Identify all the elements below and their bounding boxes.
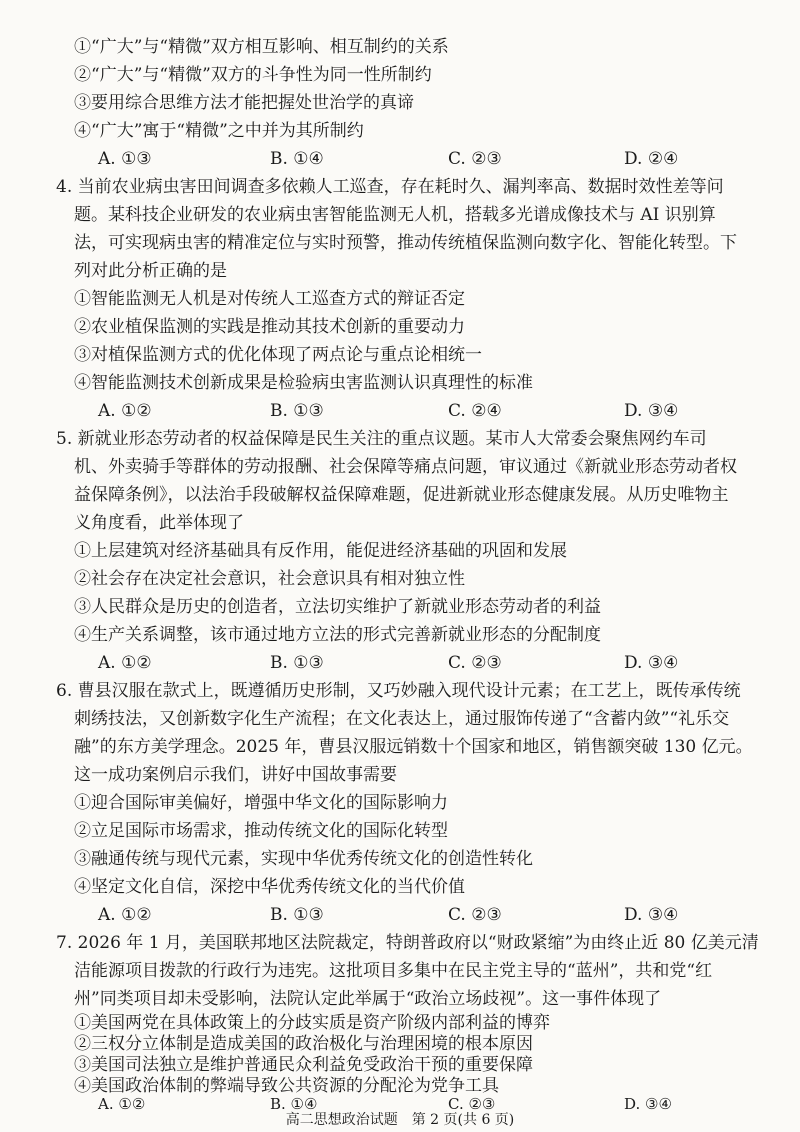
- q6-stem-line-4: 这一成功案例启示我们，讲好中国故事需要: [74, 765, 397, 785]
- q5-stem-line-4: 义角度看，此举体现了: [74, 513, 244, 533]
- q6-option-2: ②立足国际市场需求，推动传统文化的国际化转型: [74, 821, 448, 841]
- q5-stem-line-1: 5. 新就业形态劳动者的权益保障是民生关注的重点议题。某市人大常委会聚焦网约车司: [56, 429, 707, 449]
- q7-option-1: ①美国两党在具体政策上的分歧实质是资产阶级内部利益的博弈: [74, 1013, 550, 1033]
- q3-answer-b: B. ①④: [270, 149, 324, 169]
- q4-stem-line-4: 列对此分析正确的是: [74, 261, 227, 281]
- q3-option-3: ③要用综合思维方法才能把握处世治学的真谛: [74, 93, 414, 113]
- q6-option-3: ③融通传统与现代元素，实现中华优秀传统文化的创造性转化: [74, 849, 533, 869]
- q6-stem-line-2: 刺绣技法，又创新数字化生产流程；在文化表达上，通过服饰传递了“含蓄内敛”“礼乐交: [74, 709, 730, 729]
- q4-option-3: ③对植保监测方式的优化体现了两点论与重点论相统一: [74, 345, 482, 365]
- q6-answer-a: A. ①②: [98, 905, 152, 925]
- q4-option-2: ②农业植保监测的实践是推动其技术创新的重要动力: [74, 317, 465, 337]
- q5-option-2: ②社会存在决定社会意识，社会意识具有相对独立性: [74, 569, 465, 589]
- q4-answer-b: B. ①③: [270, 401, 324, 421]
- q6-option-4: ④坚定文化自信，深挖中华优秀传统文化的当代价值: [74, 877, 465, 897]
- q7-option-2: ②三权分立体制是造成美国的政治极化与治理困境的根本原因: [74, 1034, 533, 1054]
- q5-option-4: ④生产关系调整，该市通过地方立法的形式完善新就业形态的分配制度: [74, 625, 601, 645]
- page-footer: 高二思想政治试题 第 2 页(共 6 页): [285, 1112, 515, 1128]
- q5-answer-d: D. ③④: [624, 653, 679, 673]
- q4-answer-a: A. ①②: [98, 401, 152, 421]
- q7-option-3: ③美国司法独立是维护普通民众利益免受政治干预的重要保障: [74, 1055, 533, 1075]
- q6-answer-b: B. ①③: [270, 905, 324, 925]
- q3-answer-a: A. ①③: [98, 149, 152, 169]
- q6-stem-line-1: 6. 曹县汉服在款式上，既遵循历史形制，又巧妙融入现代设计元素；在工艺上，既传承传统: [56, 681, 741, 701]
- q7-answer-d: D. ③④: [624, 1095, 672, 1113]
- q5-option-3: ③人民群众是历史的创造者，立法切实维护了新就业形态劳动者的利益: [74, 597, 601, 617]
- q4-stem-line-1: 4. 当前农业病虫害田间调查多依赖人工巡查，存在耗时久、漏判率高、数据时效性差等问: [56, 177, 724, 197]
- q7-option-4: ④美国政治体制的弊端导致公共资源的分配沦为党争工具: [74, 1076, 499, 1096]
- q5-stem-line-2: 机、外卖骑手等群体的劳动报酬、社会保障等痛点问题，审议通过《新就业形态劳动者权: [74, 457, 737, 477]
- q7-stem-line-2: 洁能源项目拨款的行政行为违宪。这批项目多集中在民主党主导的“蓝州”，共和党“红: [74, 961, 713, 981]
- q3-answer-c: C. ②③: [448, 149, 502, 169]
- q6-option-1: ①迎合国际审美偏好，增强中华文化的国际影响力: [74, 793, 448, 813]
- q7-stem-line-3: 州”同类项目却未受影响，法院认定此举属于“政治立场歧视”。这一事件体现了: [74, 989, 662, 1009]
- q6-stem-line-3: 融”的东方美学理念。2025 年，曹县汉服远销数十个国家和地区，销售额突破 130 亿元。: [74, 737, 753, 757]
- q3-option-2: ②“广大”与“精微”双方的斗争性为同一性所制约: [74, 65, 432, 85]
- q4-answer-d: D. ③④: [624, 401, 679, 421]
- q5-answer-b: B. ①③: [270, 653, 324, 673]
- q4-stem-line-3: 法，可实现病虫害的精准定位与实时预警，推动传统植保监测向数字化、智能化转型。下: [74, 233, 737, 253]
- q7-answer-b: B. ①④: [270, 1095, 318, 1113]
- q3-option-1: ①“广大”与“精微”双方相互影响、相互制约的关系: [74, 37, 449, 57]
- q6-answer-d: D. ③④: [624, 905, 679, 925]
- q7-answer-c: C. ②③: [448, 1095, 496, 1113]
- q3-answer-d: D. ②④: [624, 149, 679, 169]
- q5-stem-line-3: 益保障条例》，以法治手段破解权益保障难题，促进新就业形态健康发展。从历史唯物主: [74, 485, 729, 505]
- q7-answer-a: A. ①②: [98, 1095, 146, 1113]
- q5-answer-a: A. ①②: [98, 653, 152, 673]
- q4-option-1: ①智能监测无人机是对传统人工巡查方式的辩证否定: [74, 289, 465, 309]
- q4-stem-line-2: 题。某科技企业研发的农业病虫害智能监测无人机，搭载多光谱成像技术与 AI 识别算: [74, 205, 716, 225]
- q5-answer-c: C. ②③: [448, 653, 502, 673]
- q6-answer-c: C. ②③: [448, 905, 502, 925]
- q5-option-1: ①上层建筑对经济基础具有反作用，能促进经济基础的巩固和发展: [74, 541, 567, 561]
- q4-option-4: ④智能监测技术创新成果是检验病虫害监测认识真理性的标准: [74, 373, 533, 393]
- q7-stem-line-1: 7. 2026 年 1 月，美国联邦地区法院裁定，特朗普政府以“财政紧缩”为由终止近 80 亿美元清: [56, 933, 759, 953]
- q3-option-4: ④“广大”寓于“精微”之中并为其所制约: [74, 121, 364, 141]
- q4-answer-c: C. ②④: [448, 401, 502, 421]
